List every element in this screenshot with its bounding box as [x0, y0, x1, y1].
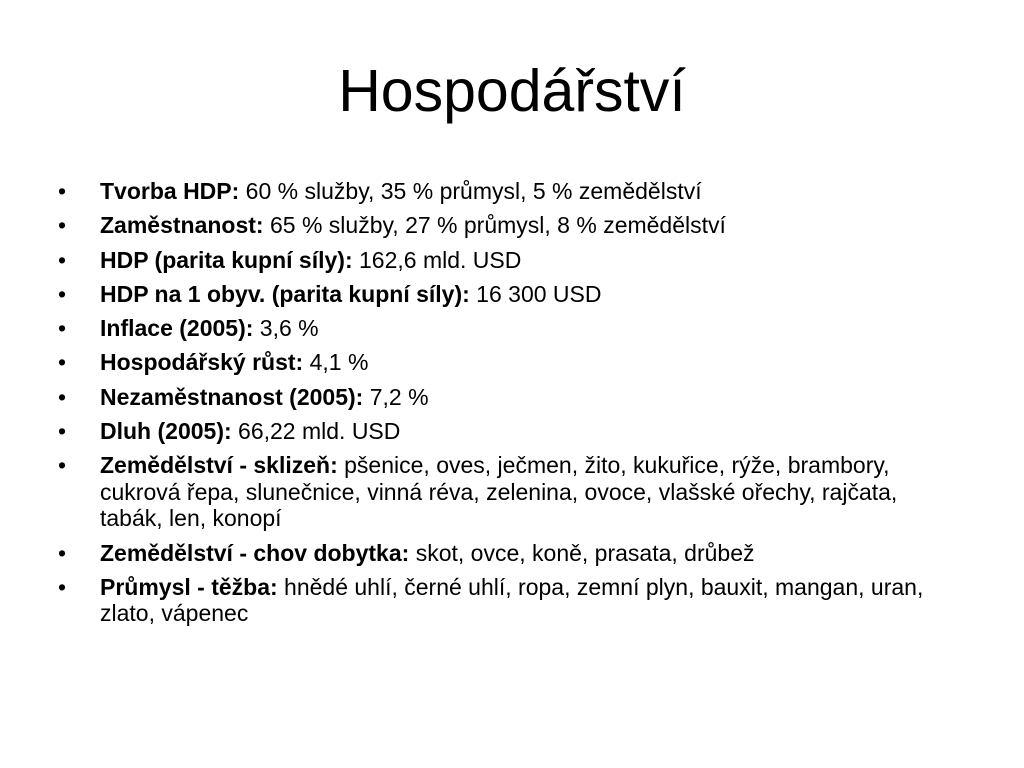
item-label: Zemědělství - chov dobytka:: [100, 539, 410, 566]
bullet-icon: •: [58, 315, 67, 342]
list-item: [58, 349, 958, 376]
item-value: pšenice, oves, ječmen, žito, kukuřice, rýže, brambory, cukrová řepa, slunečnice, vinná réva, zelenina, ovoce, vlašské ořechy, rajčata, tabák, len, konopí: [100, 452, 898, 532]
bullet-icon: •: [58, 212, 67, 239]
item-value: 162,6 mld. USD: [352, 246, 522, 273]
list-item: [58, 418, 958, 445]
list-item: [58, 247, 958, 274]
item-value: skot, ovce, koně, prasata, drůbež: [409, 539, 755, 566]
item-value: 16 300 USD: [469, 280, 602, 307]
list-item: [58, 384, 958, 411]
item-value: hnědé uhlí, černé uhlí, ropa, zemní plyn, bauxit, mangan, uran, zlato, vápenec: [100, 573, 924, 627]
item-label: HDP na 1 obyv. (parita kupní síly):: [100, 280, 470, 307]
item-value: 60 % služby, 35 % průmysl, 5 % zemědělství: [239, 178, 702, 204]
bullet-icon: •: [58, 246, 67, 273]
item-label: Inflace (2005):: [100, 315, 254, 342]
list-item: [58, 281, 958, 308]
list-item: [58, 315, 958, 342]
bullet-icon: •: [58, 280, 67, 307]
item-label: HDP (parita kupní síly):: [100, 246, 353, 273]
bullet-icon: •: [58, 418, 67, 445]
item-label: Hospodářský růst:: [100, 349, 304, 376]
list-item: [58, 574, 958, 627]
bullet-icon: •: [58, 349, 67, 376]
item-label: Průmysl - těžba:: [100, 573, 278, 600]
bullet-list: [58, 178, 958, 635]
bullet-icon: •: [58, 452, 67, 479]
bullet-icon: •: [58, 383, 67, 410]
bullet-icon: •: [58, 539, 67, 566]
item-value: 4,1 %: [303, 349, 369, 376]
list-item: [58, 212, 958, 239]
list-item: [58, 540, 958, 567]
bullet-icon: •: [58, 178, 67, 204]
item-label: Zemědělství - sklizeň:: [100, 452, 338, 479]
slide-title: Hospodářství: [338, 58, 686, 124]
item-label: Dluh (2005):: [100, 418, 232, 445]
item-label: Nezaměstnanost (2005):: [100, 383, 364, 410]
item-label: Zaměstnanost:: [100, 212, 264, 239]
list-item: [58, 452, 958, 532]
bullet-icon: •: [58, 573, 67, 600]
list-item: [58, 178, 958, 205]
item-label: Tvorba HDP:: [100, 178, 240, 204]
item-value: 66,22 mld. USD: [231, 418, 401, 445]
item-value: 65 % služby, 27 % průmysl, 8 % zemědělství: [263, 212, 726, 239]
item-value: 3,6 %: [253, 315, 319, 342]
item-value: 7,2 %: [363, 383, 429, 410]
